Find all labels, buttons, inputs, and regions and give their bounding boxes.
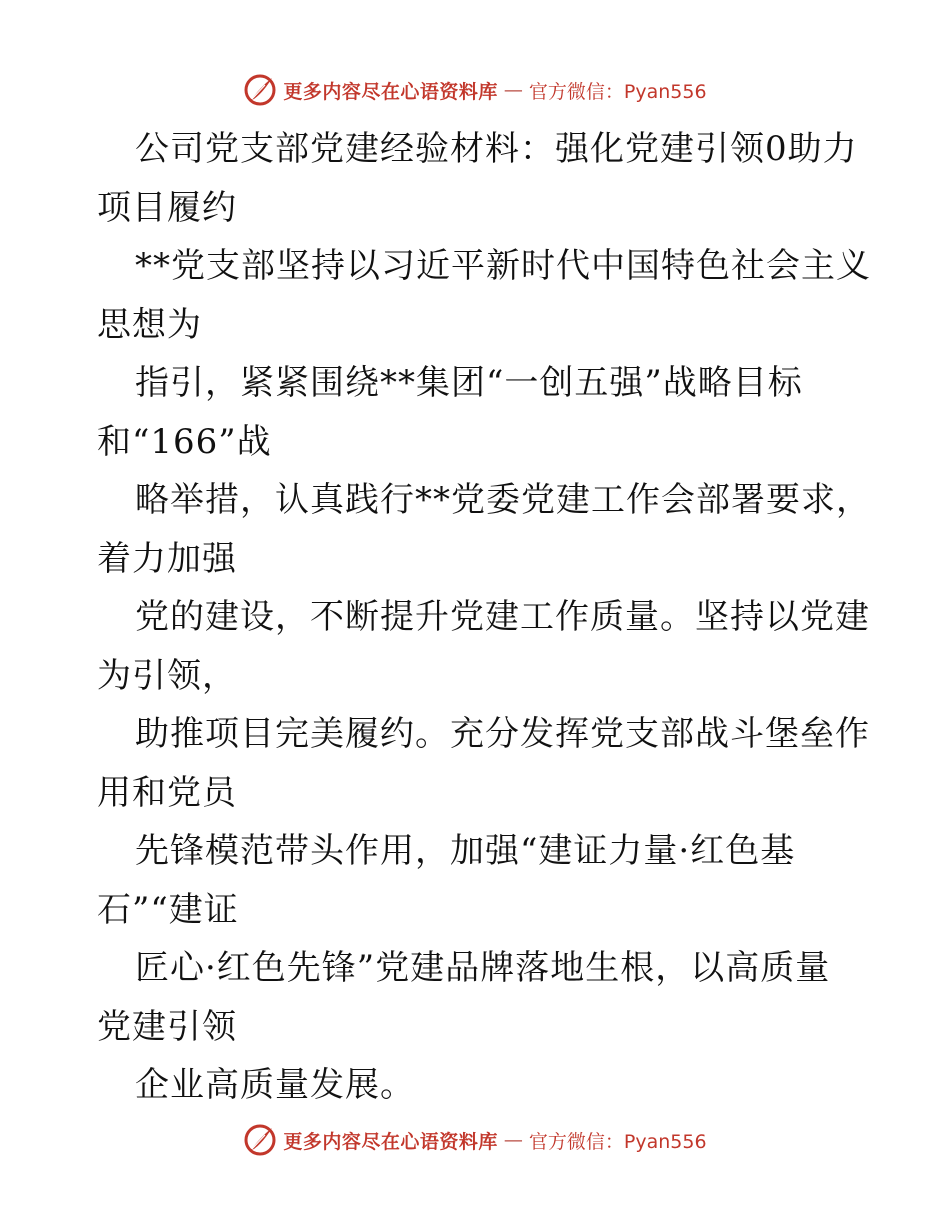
body-line: 企业高质量发展。 [135,1065,415,1105]
feather-pen-circle-icon [243,1123,277,1157]
body-line: 先锋模范带头作用，加强“建证力量·红色基 [135,831,796,871]
body-line: 和“166”战 [97,421,272,462]
header-banner [0,70,950,110]
body-line: 思想为 [97,304,202,345]
body-line: 匠心·红色先锋”党建品牌落地生根，以高质量 [135,948,831,988]
body-line: 党的建设，不断提升党建工作质量。坚持以党建 [135,597,870,637]
banner-dash: — [503,79,523,101]
body-line: 着力加强 [97,538,237,579]
document-body [97,120,871,1110]
body-line: 项目履约 [97,187,237,228]
banner-wechat-text: 官方微信：Pyan556 [528,1130,707,1153]
body-line: 为引领， [97,655,237,696]
body-line: 用和党员 [97,772,237,813]
banner-brand-text: 更多内容尽在心语资料库 [283,80,498,103]
feather-pen-circle-icon [243,73,277,107]
body-line: 指引，紧紧围绕**集团“一创五强”战略目标 [135,363,803,403]
body-line: 党建引领 [97,1006,237,1047]
body-line: 公司党支部党建经验材料：强化党建引领0助力 [135,129,858,169]
banner-dash: — [503,1129,523,1151]
body-line: 石”“建证 [97,889,239,930]
banner-brand-text: 更多内容尽在心语资料库 [283,1130,498,1153]
footer-banner [0,1120,950,1160]
body-line: **党支部坚持以习近平新时代中国特色社会主义 [135,246,871,286]
banner-wechat-text: 官方微信：Pyan556 [528,80,707,103]
body-line: 略举措，认真践行**党委党建工作会部署要求， [135,480,871,520]
body-line: 助推项目完美履约。充分发挥党支部战斗堡垒作 [135,714,870,754]
